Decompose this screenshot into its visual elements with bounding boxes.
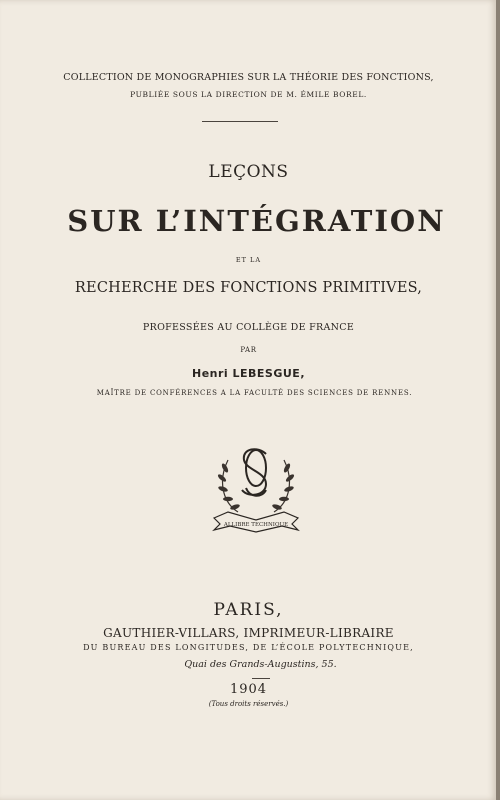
publisher-name: GAUTHIER-VILLARS, IMPRIMEUR-LIBRAIRE	[103, 626, 394, 640]
rights-notice: (Tous droits réservés.)	[208, 700, 289, 708]
by-label: PAR	[240, 346, 257, 354]
author-position: MAÎTRE DE CONFÉRENCES A LA FACULTÉ DES SCIENCES DE RENNES.	[96, 389, 413, 397]
emblem-ribbon-text: ALLIBRE TECHNIQUE	[223, 522, 289, 528]
publisher-address: Quai des Grands-Augustins, 55.	[184, 659, 337, 670]
title-connector: ET LA	[235, 256, 262, 264]
publication-year: 1904	[229, 682, 268, 697]
lecture-venue: PROFESSÉES AU COLLÈGE DE FRANCE	[142, 322, 355, 333]
book-edge	[496, 0, 500, 800]
publisher-affiliation: DU BUREAU DES LONGITUDES, DE L’ÉCOLE POLYTECHNIQUE,	[83, 643, 414, 652]
short-rule	[252, 678, 270, 679]
imprint-city: PARIS,	[213, 600, 284, 620]
main-title: SUR L’INTÉGRATION	[67, 204, 446, 238]
subtitle: RECHERCHE DES FONCTIONS PRIMITIVES,	[74, 280, 423, 296]
editor-line: PUBLIÉE SOUS LA DIRECTION DE M. ÉMILE BOREL.	[130, 90, 367, 99]
author-name: Henri LEBESGUE,	[191, 367, 306, 380]
title-lecons: LEÇONS	[208, 162, 289, 182]
divider-rule	[202, 121, 278, 122]
publisher-emblem-icon	[208, 438, 304, 542]
collection-line: COLLECTION DE MONOGRAPHIES SUR LA THÉORIE DES FONCTIONS,	[63, 72, 434, 83]
